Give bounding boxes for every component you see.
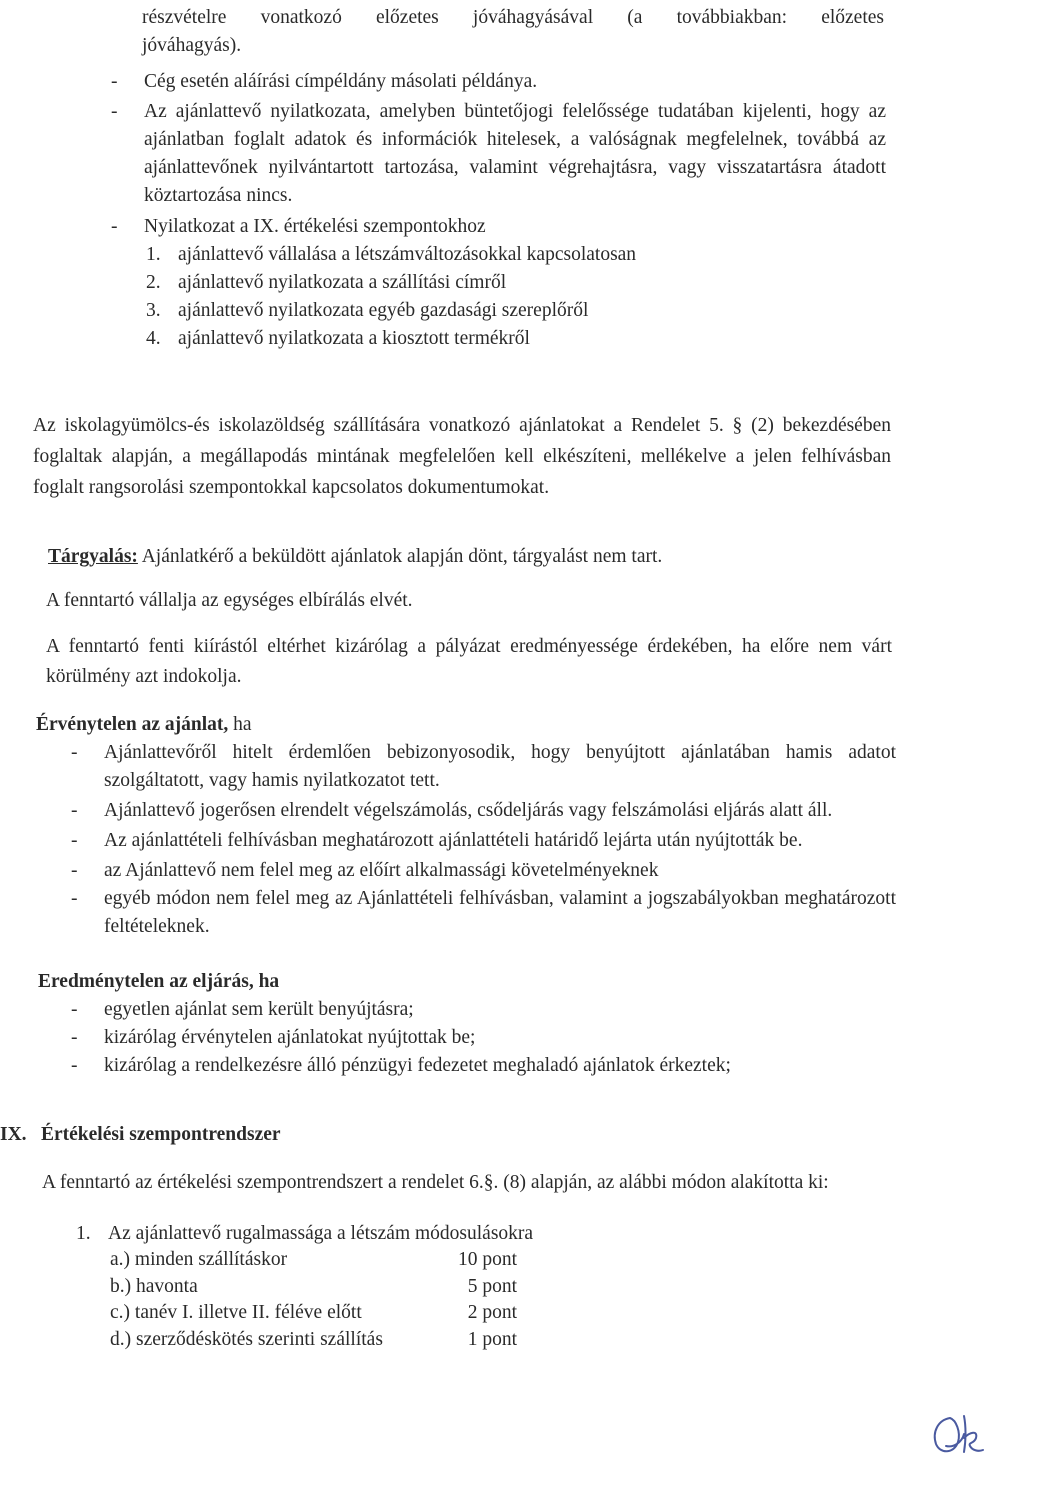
list-item-text: Az ajánlattevő nyilatkozata, amelyben büntetőjogi felelőssége tudatában kijelenti, hogy az ajánlatban foglalt adatok és információk hitelesek, a valóságnak megfelelnek, továbbá az ajánlattevőnek nyilvántartott tartozása, valamint végrehajtásra, vagy visszatartásra átadott köztartozása nincs. xyxy=(144,101,886,206)
section-number: IX. xyxy=(0,1124,27,1145)
list-item xyxy=(146,269,886,297)
criterion-text: Az ajánlattevő rugalmassága a létszám módosulásokra xyxy=(108,1223,534,1244)
item-number: 3. xyxy=(146,300,161,321)
list-item xyxy=(146,297,886,325)
score-row xyxy=(110,1300,610,1327)
section-heading xyxy=(0,1121,600,1149)
deviation-paragraph: A fenntartó fenti kiírástól eltérhet kizárólag a pályázat eredményessége érdekében, ha előre nem várt körülmény azt indokolja. xyxy=(46,636,892,687)
list-item-text: Cég esetén aláírási címpéldány másolati példánya. xyxy=(144,71,538,92)
list-item xyxy=(111,98,886,210)
score-label: c.) tanév I. illetve II. féléve előtt xyxy=(110,1302,362,1323)
score-label: a.) minden szállításkor xyxy=(110,1249,288,1270)
continuation-line-1: részvételre vonatkozó előzetes jóváhagyásával (a továbbiakban: előzetes xyxy=(142,7,884,28)
list-item xyxy=(71,885,896,941)
initials-signature xyxy=(928,1412,986,1460)
list-item-text: ajánlattevő nyilatkozata a kiosztott termékről xyxy=(178,328,530,349)
heading-tail: ha xyxy=(228,714,252,735)
score-points: 2 pont xyxy=(467,1302,517,1323)
list-item-text: Ajánlattevő jogerősen elrendelt végelszámolás, csődeljárás vagy felszámolási eljárás alatt áll. xyxy=(104,800,833,821)
list-item xyxy=(71,797,896,825)
list-item-text: kizárólag a rendelkezésre álló pénzügyi fedezetet meghaladó ajánlatok érkeztek; xyxy=(104,1055,731,1076)
item-number: 1. xyxy=(146,244,161,265)
list-item xyxy=(71,739,896,795)
dash-bullet: - xyxy=(111,216,118,237)
list-item-text: egyetlen ajánlat sem került benyújtásra; xyxy=(104,999,414,1020)
score-points: 10 pont xyxy=(457,1249,517,1270)
invalid-offer-heading xyxy=(36,711,896,739)
score-points: 1 pont xyxy=(467,1328,517,1350)
dash-bullet: - xyxy=(71,742,78,763)
dash-bullet: - xyxy=(111,101,118,122)
unsuccessful-procedure-list xyxy=(71,996,896,1080)
continuation-text xyxy=(142,4,884,60)
list-item-text: egyéb módon nem felel meg az Ajánlattételi felhívásban, valamint a jogszabályokban meghatározott feltételeknek. xyxy=(104,888,896,937)
dash-bullet: - xyxy=(71,830,78,851)
score-label: b.) havonta xyxy=(110,1275,198,1297)
uniform-evaluation-paragraph: A fenntartó vállalja az egységes elbírálás elvét. xyxy=(46,590,413,611)
score-points: 5 pont xyxy=(467,1275,517,1297)
score-table xyxy=(110,1247,610,1353)
dash-bullet: - xyxy=(71,800,78,821)
list-item xyxy=(71,827,896,855)
list-item xyxy=(111,213,886,241)
list-item xyxy=(71,1024,896,1052)
list-item-text: Az ajánlattételi felhívásban meghatározott ajánlattételi határidő lejárta után nyújtották be. xyxy=(104,830,803,851)
unsuccessful-procedure-section xyxy=(38,968,898,1080)
dash-bullet: - xyxy=(111,71,118,92)
list-item xyxy=(71,996,896,1024)
list-item xyxy=(146,325,886,353)
negotiation-text: Ajánlatkérő a beküldött ajánlatok alapján dönt, tárgyalást nem tart. xyxy=(137,546,663,567)
continuation-line-2: jóváhagyás). xyxy=(142,35,242,56)
list-item-text: az Ajánlattevő nem felel meg az előírt alkalmassági követelményeknek xyxy=(104,860,659,881)
list-item xyxy=(146,241,886,269)
list-item-text: ajánlattevő nyilatkozata egyéb gazdasági szereplőről xyxy=(178,300,589,321)
invalid-offer-section xyxy=(36,711,896,941)
list-item-text: ajánlattevő vállalása a létszámváltozásokkal kapcsolatosan xyxy=(178,244,637,265)
list-item-text: kizárólag érvénytelen ajánlatokat nyújtottak be; xyxy=(104,1027,476,1048)
requirements-list xyxy=(111,68,886,353)
score-label: d.) szerződéskötés szerinti szállítás xyxy=(110,1328,383,1350)
dash-bullet: - xyxy=(71,1027,78,1048)
score-row xyxy=(110,1274,610,1301)
negotiation-paragraph xyxy=(48,543,888,571)
list-item-text: ajánlattevő nyilatkozata a szállítási címről xyxy=(178,272,507,293)
section-intro: A fenntartó az értékelési szempontrendszert a rendelet 6.§. (8) alapján, az alábbi módon alakította ki: xyxy=(42,1172,829,1193)
list-item xyxy=(71,1052,896,1080)
heading-text: Érvénytelen az ajánlat, xyxy=(36,714,229,735)
dash-bullet: - xyxy=(71,888,78,909)
criterion-number: 1. xyxy=(76,1223,91,1244)
item-number: 2. xyxy=(146,272,161,293)
invalid-offer-list xyxy=(71,739,896,941)
list-item xyxy=(111,68,886,96)
dash-bullet: - xyxy=(71,1055,78,1076)
unsuccessful-procedure-heading: Eredménytelen az eljárás, ha xyxy=(38,971,280,992)
offer-preparation-paragraph: Az iskolagyümölcs-és iskolazöldség szállítására vonatkozó ajánlatokat a Rendelet 5. § (2) bekezdésében foglaltak alapján, a megállapodás mintának megfelelően kell elkészíteni, mellékelve a jelen felhívásban foglalt rangsorolási szempontokkal kapcsolatos dokumentumokat. xyxy=(33,415,891,498)
list-item-text: Nyilatkozat a IX. értékelési szempontokhoz xyxy=(144,216,486,237)
score-row xyxy=(110,1327,610,1354)
numbered-sublist xyxy=(146,241,886,353)
negotiation-label: Tárgyalás: xyxy=(48,546,138,567)
section-title: Értékelési szempontrendszer xyxy=(41,1124,281,1145)
dash-bullet: - xyxy=(71,999,78,1020)
criterion xyxy=(76,1220,776,1248)
dash-bullet: - xyxy=(71,860,78,881)
list-item-text: Ajánlattevőről hitelt érdemlően bebizonyosodik, hogy benyújtott ajánlatában hamis adatot szolgáltatott, vagy hamis nyilatkozatot tett. xyxy=(104,742,896,791)
item-number: 4. xyxy=(146,328,161,349)
score-row xyxy=(110,1247,610,1274)
list-item xyxy=(71,857,896,885)
